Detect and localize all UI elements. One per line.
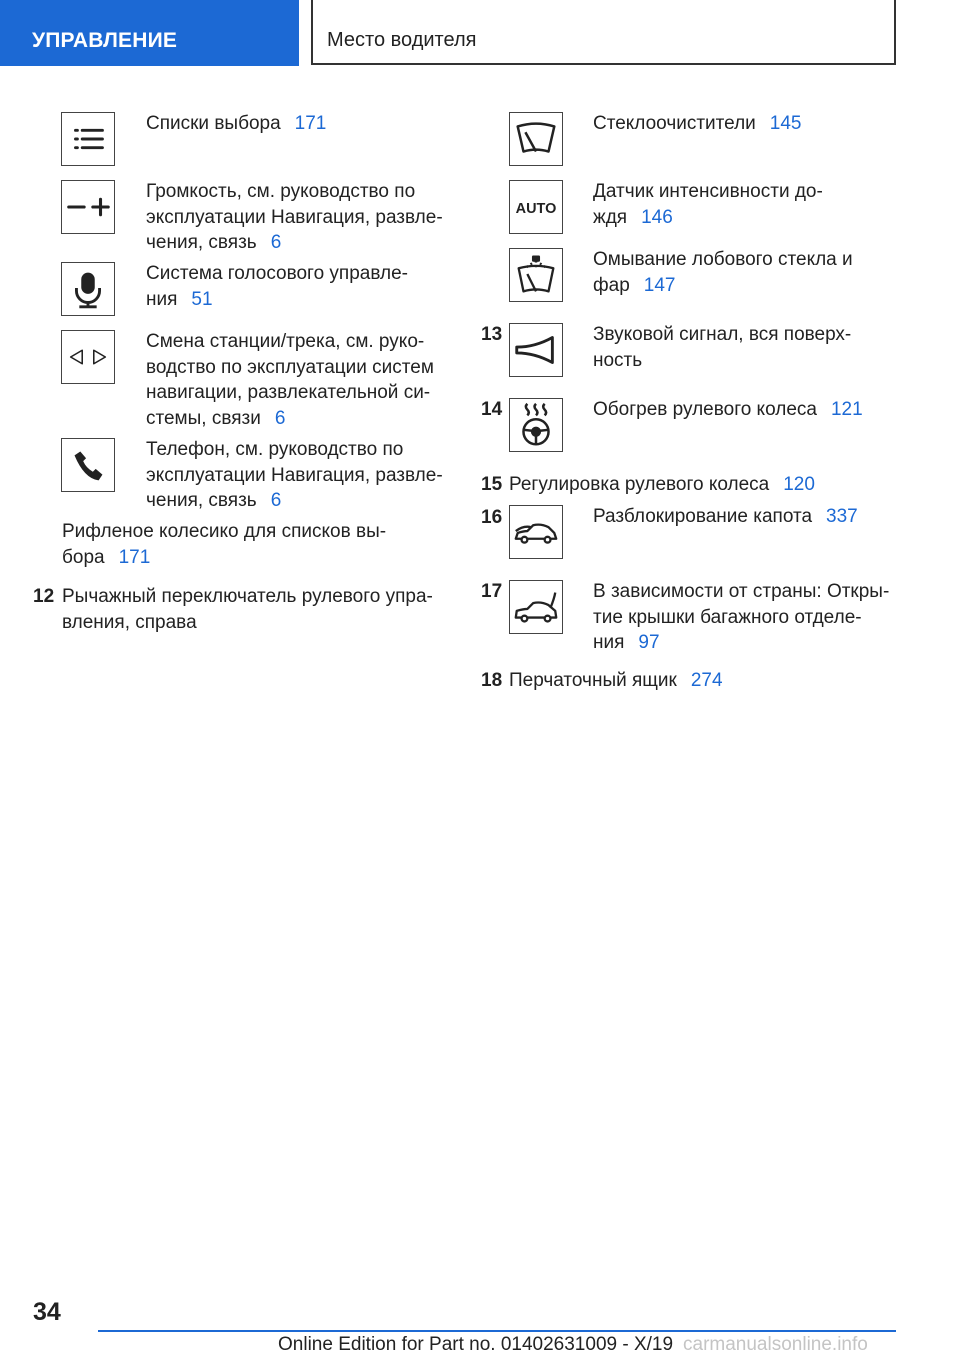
trunk-open-text: В зависимости от страны: Откры‐ тие крышки багажного отделе‐ ния 97 bbox=[593, 581, 890, 653]
right-lever-text: Рычажный переключатель рулевого упра‐ вления, справа bbox=[62, 586, 433, 633]
item-number: 12 bbox=[33, 586, 55, 607]
item-number: 16 bbox=[481, 507, 503, 528]
item-number: 15 bbox=[481, 474, 503, 495]
steering-heating-text: Обогрев рулевого колеса 121 bbox=[593, 399, 863, 420]
volume-minus-plus-icon bbox=[61, 180, 115, 234]
telephone-handset-icon bbox=[61, 438, 115, 492]
item-number: 17 bbox=[481, 581, 503, 602]
windshield-wiper-icon bbox=[509, 112, 563, 166]
horn-text: Звуковой сигнал, вся поверх‐ ность bbox=[593, 324, 852, 371]
trunk-lid-open-icon bbox=[509, 580, 563, 634]
page-link[interactable]: 120 bbox=[783, 474, 815, 495]
section-tab: УПРАВЛЕНИЕ bbox=[0, 0, 299, 66]
windshield-washer-icon bbox=[509, 248, 563, 302]
page-link[interactable]: 171 bbox=[118, 546, 151, 568]
steering-wheel-heating-icon bbox=[509, 398, 563, 452]
page-link[interactable]: 145 bbox=[769, 113, 802, 134]
voice-control-microphone-icon bbox=[61, 262, 115, 316]
footer-edition: Online Edition for Part no. 01402631009 - X/19 bbox=[278, 1334, 674, 1355]
station-track-arrows-icon bbox=[61, 330, 115, 384]
station-change-text: Смена станции/трека, см. руко‐ водство по эксплуатации систем навигации, развлекательной си‐ стемы, связи 6 bbox=[146, 331, 434, 429]
svg-text:AUTO: AUTO bbox=[515, 200, 557, 217]
auto-rain-sensor-icon bbox=[509, 180, 563, 234]
footer-divider bbox=[98, 1330, 896, 1332]
chapter-title: Место водителя bbox=[311, 0, 896, 65]
washer-text: Омывание лобового стекла и фар 147 bbox=[593, 249, 853, 296]
page-link[interactable]: 171 bbox=[294, 113, 327, 134]
page-link[interactable]: 51 bbox=[191, 288, 213, 310]
rain-sensor-text: Датчик интенсивности до‐ ждя 146 bbox=[593, 181, 823, 228]
page-link[interactable]: 146 bbox=[641, 206, 673, 228]
wiper-text: Стеклоочистители 145 bbox=[593, 113, 802, 134]
hood-release-text: Разблокирование капота 337 bbox=[593, 506, 858, 527]
list-selection-text: Списки выбора 171 bbox=[146, 113, 327, 134]
page-link[interactable]: 337 bbox=[826, 506, 858, 527]
watermark: carmanualsonline.info bbox=[683, 1334, 868, 1355]
hood-release-icon bbox=[509, 505, 563, 559]
voice-control-text: Система голосового управле‐ ния 51 bbox=[146, 263, 408, 310]
item-number: 13 bbox=[481, 324, 503, 345]
page-number: 34 bbox=[33, 1298, 61, 1326]
volume-text: Громкость, см. руководство по эксплуатации Навигация, развле‐ чения, связь 6 bbox=[146, 181, 443, 253]
page-link[interactable]: 147 bbox=[643, 274, 676, 296]
page-link[interactable]: 97 bbox=[638, 632, 660, 653]
horn-icon bbox=[509, 323, 563, 377]
glove-box-text: Перчаточный ящик 274 bbox=[509, 670, 723, 691]
knurled-wheel-text: Рифленое колесико для списков вы‐ бора 171 bbox=[62, 521, 387, 568]
page-link[interactable]: 6 bbox=[274, 407, 286, 429]
page-link[interactable]: 121 bbox=[830, 399, 863, 420]
steering-adjust-text: Регулировка рулевого колеса 120 bbox=[509, 474, 815, 495]
item-number: 14 bbox=[481, 399, 503, 420]
item-number: 18 bbox=[481, 670, 503, 691]
page-link[interactable]: 6 bbox=[270, 232, 282, 253]
telephone-text: Телефон, см. руководство по эксплуатации Навигация, развле‐ чения, связь 6 bbox=[146, 439, 443, 511]
page-link[interactable]: 6 bbox=[270, 490, 282, 511]
list-icon bbox=[61, 112, 115, 166]
page-link[interactable]: 274 bbox=[690, 670, 723, 691]
